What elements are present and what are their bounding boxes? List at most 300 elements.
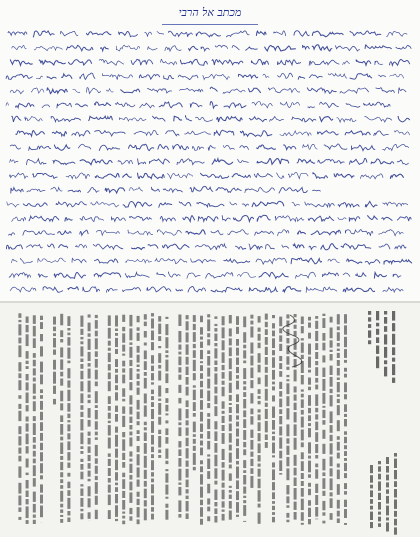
typed-glyph-run [158,371,161,381]
typed-glyph-run [272,382,275,385]
typed-glyph-run [229,490,232,493]
typed-glyph-run [26,459,29,468]
typed-glyph-run [178,352,181,355]
handwritten-word-stroke [189,46,198,50]
typed-glyph-run [207,413,210,417]
handwritten-word-stroke [252,201,284,206]
handwritten-word-stroke [275,216,304,222]
handwritten-word-stroke [73,89,80,92]
handwritten-word-stroke [138,159,146,165]
typed-glyph-run [26,506,29,518]
typed-glyph-run [214,396,217,405]
handwritten-word-stroke [270,117,284,122]
handwritten-word-stroke [72,258,86,263]
typed-glyph-run [294,370,297,382]
handwritten-word-stroke [183,216,195,222]
reference-glyph-run [386,522,389,531]
typed-glyph-run [193,344,196,348]
handwritten-word-stroke [308,107,315,108]
typed-glyph-run [344,523,347,525]
typed-glyph-run [144,361,147,370]
typed-glyph-run [122,521,125,525]
typed-glyph-run [144,481,147,487]
typed-glyph-run [137,446,140,452]
typed-glyph-run [207,507,210,512]
typed-glyph-run [80,459,83,462]
typed-glyph-run [322,444,325,454]
typed-glyph-run [60,372,63,377]
handwritten-word-stroke [365,117,392,123]
handwritten-word-stroke [307,88,336,94]
typed-glyph-run [322,521,325,524]
typed-glyph-run [115,449,118,458]
handwritten-word-stroke [167,173,192,178]
typed-glyph-run [108,328,111,339]
typed-glyph-run [315,507,318,517]
typed-glyph-run [265,421,268,433]
typed-glyph-run [33,451,36,457]
handwritten-word-stroke [223,89,245,94]
typed-glyph-run [158,450,161,453]
letterhead-glyph-run [392,323,395,331]
typed-glyph-run [344,419,347,426]
typed-glyph-run [258,443,261,453]
typed-glyph-run [272,482,275,490]
handwritten-word-stroke [227,31,250,37]
typed-glyph-run [258,378,261,385]
reference-glyph-run [378,502,381,510]
typed-glyph-run [144,456,147,468]
typed-glyph-run [330,350,333,352]
typed-glyph-run [308,423,311,426]
typed-glyph-run [322,420,325,425]
handwritten-word-stroke [12,217,26,221]
handwritten-word-stroke [157,32,164,34]
typed-glyph-run [222,327,225,338]
typed-glyph-run [344,458,347,461]
typed-glyph-run [40,422,43,431]
handwritten-word-stroke [66,173,89,179]
typed-glyph-run [236,367,239,373]
typed-glyph-run [115,414,118,422]
typed-glyph-run [243,430,246,440]
handwritten-word-stroke [206,273,233,278]
typed-glyph-run [322,491,325,496]
typed-glyph-run [330,443,333,454]
typed-glyph-run [344,383,347,393]
handwritten-word-stroke [188,286,206,292]
typed-glyph-run [26,317,29,323]
typed-glyph-run [129,459,132,462]
typed-glyph-run [337,470,340,480]
handwritten-word-stroke [365,201,377,207]
handwritten-word-stroke [393,274,401,277]
typed-glyph-run [301,452,304,459]
typed-glyph-run [129,432,132,436]
handwritten-word-stroke [343,288,374,292]
typed-glyph-run [165,510,168,520]
handwritten-word-stroke [390,74,404,78]
typed-glyph-run [108,510,111,519]
typed-glyph-run [129,315,132,327]
typed-glyph-run [33,353,36,358]
typed-glyph-run [151,460,154,470]
typed-glyph-run [214,455,217,467]
typed-glyph-run [186,480,189,488]
typed-glyph-run [151,396,154,400]
typed-glyph-run [286,321,289,328]
typed-glyph-run [60,391,63,402]
typed-glyph-run [178,398,181,404]
reference-glyph-run [394,459,397,468]
typed-glyph-run [137,507,140,517]
typed-glyph-run [243,475,246,485]
typed-glyph-run [108,459,111,466]
typed-glyph-run [165,469,168,471]
handwritten-word-stroke [51,117,80,122]
typed-glyph-run [214,334,217,341]
typed-glyph-run [265,329,268,335]
handwritten-word-stroke [238,159,249,162]
typed-glyph-run [222,501,225,507]
typed-glyph-run [279,328,282,333]
typed-glyph-run [40,433,43,441]
handwritten-word-stroke [38,258,66,262]
typed-glyph-run [115,483,118,486]
typed-glyph-run [122,473,125,478]
handwritten-word-stroke [168,272,180,277]
typed-glyph-run [337,399,340,403]
handwritten-word-stroke [309,75,322,78]
typed-glyph-run [286,367,289,370]
typed-glyph-run [286,446,289,455]
typed-glyph-run [265,442,268,448]
typed-glyph-run [137,412,140,420]
typed-glyph-run [250,476,253,488]
typed-glyph-run [67,498,70,509]
typed-glyph-run [337,353,340,358]
rotated-typewritten-text [0,303,420,537]
typed-glyph-run [151,435,154,445]
typed-glyph-run [308,378,311,385]
typed-glyph-run [272,492,275,499]
typed-glyph-run [108,453,111,457]
typed-glyph-run [193,439,196,444]
typed-glyph-run [207,314,210,317]
typed-glyph-run [151,484,154,493]
typed-glyph-run [26,382,29,390]
typed-glyph-run [18,320,21,322]
typed-glyph-run [229,501,232,509]
handwritten-word-stroke [176,289,183,291]
typed-glyph-run [26,491,29,498]
handwritten-word-stroke [148,245,158,249]
typed-glyph-run [165,497,168,499]
typed-glyph-run [207,516,210,521]
typed-glyph-run [308,357,311,368]
handwritten-word-stroke [288,172,308,178]
handwritten-word-stroke [361,174,384,179]
typed-glyph-run [214,348,217,358]
typed-glyph-run [144,372,147,376]
handwritten-word-stroke [197,202,224,206]
typed-glyph-run [144,314,147,319]
typed-glyph-run [165,350,168,353]
handwritten-word-stroke [9,233,15,235]
typed-glyph-run [88,333,91,337]
typed-glyph-run [243,410,246,417]
typed-glyph-run [243,496,246,498]
typed-glyph-run [129,328,132,340]
typed-glyph-run [322,478,325,489]
handwritten-word-stroke [318,159,344,163]
handwritten-word-stroke [190,186,213,192]
typed-glyph-run [67,463,70,468]
typed-glyph-run [178,487,181,496]
typed-glyph-run [129,417,132,423]
typed-glyph-run [115,338,118,347]
typed-glyph-run [60,519,63,523]
typed-glyph-run [186,438,189,447]
typed-glyph-run [214,481,217,485]
typed-glyph-run [301,399,304,408]
typed-glyph-run [88,363,91,367]
typed-glyph-run [151,472,154,476]
typed-glyph-run [122,453,125,460]
handwritten-word-stroke [6,74,32,79]
typed-glyph-run [337,453,340,459]
reference-glyph-run [394,519,397,526]
typed-glyph-run [144,422,147,426]
typed-glyph-run [178,449,181,456]
reference-glyph-run [394,489,397,498]
handwritten-word-stroke [238,74,257,78]
typed-glyph-run [286,468,289,480]
handwritten-word-stroke [379,230,404,236]
typed-glyph-run [265,375,268,387]
typed-glyph-run [18,507,21,512]
typed-glyph-run [60,504,63,508]
handwritten-word-stroke [7,202,19,207]
typed-glyph-run [344,431,347,435]
handwritten-word-stroke [164,75,174,79]
typed-glyph-run [88,323,91,332]
typed-glyph-run [265,322,268,327]
typed-glyph-run [80,509,83,512]
handwritten-word-stroke [38,274,47,278]
typed-glyph-run [108,485,111,493]
typed-glyph-run [200,441,203,446]
handwritten-word-stroke [256,31,266,35]
typed-glyph-run [200,400,203,410]
typed-glyph-run [265,434,268,440]
typed-glyph-run [308,500,311,506]
typed-glyph-run [229,383,232,393]
typed-glyph-run [308,387,311,391]
typed-glyph-run [144,322,147,327]
handwritten-word-stroke [240,146,249,150]
typed-glyph-run [137,430,140,434]
typed-glyph-run [236,480,239,489]
typed-glyph-run [26,361,29,364]
typed-glyph-run [178,514,181,518]
handwritten-word-stroke [178,75,198,80]
typed-glyph-run [294,468,297,476]
typed-glyph-run [229,347,232,356]
typed-glyph-run [344,404,347,412]
handwritten-word-stroke [160,216,175,221]
handwritten-word-stroke [6,103,8,106]
typed-glyph-run [18,456,21,462]
handwritten-word-stroke [293,244,304,248]
typed-glyph-run [80,405,83,410]
typed-glyph-run [129,342,132,345]
typed-glyph-run [308,333,311,339]
typed-glyph-run [80,489,83,496]
typed-glyph-run [80,329,83,335]
typed-glyph-run [26,499,29,504]
typed-glyph-run [151,454,154,458]
typed-glyph-run [186,513,189,519]
typed-glyph-run [229,486,232,488]
typed-glyph-run [344,368,347,372]
handwritten-word-stroke [39,60,65,65]
typed-glyph-run [258,455,261,461]
handwritten-word-stroke [68,287,78,290]
typed-glyph-run [33,504,36,513]
typed-glyph-run [236,439,239,447]
typed-glyph-run [151,373,154,380]
typed-glyph-run [193,467,196,470]
typed-glyph-run [40,375,43,385]
handwritten-word-stroke [201,47,209,51]
typed-glyph-run [80,381,83,391]
typed-glyph-run [236,394,239,402]
handwritten-word-stroke [263,74,269,77]
handwritten-word-stroke [397,160,408,165]
typed-glyph-run [243,487,246,494]
typed-glyph-run [129,407,132,415]
handwritten-word-stroke [116,45,139,51]
typed-glyph-run [222,365,225,370]
typed-glyph-run [308,508,311,517]
typed-glyph-run [122,512,125,514]
handwritten-word-stroke [280,131,311,136]
typed-glyph-run [144,351,147,360]
typed-glyph-run [60,424,63,435]
handwritten-word-stroke [187,273,200,278]
handwritten-word-stroke [23,203,47,207]
handwritten-word-stroke [126,259,152,263]
typed-glyph-run [315,316,318,319]
typed-glyph-run [137,316,140,322]
typed-glyph-run [236,502,239,513]
reference-glyph-run [386,475,389,481]
typed-glyph-run [186,496,189,500]
typed-glyph-run [337,518,340,523]
handwritten-word-stroke [48,244,55,248]
typed-glyph-run [250,393,253,403]
typed-glyph-run [279,426,282,435]
handwritten-word-stroke [322,272,338,276]
typed-glyph-run [108,421,111,423]
typed-glyph-run [337,343,340,347]
typed-glyph-run [151,447,154,453]
handwritten-word-stroke [291,258,322,264]
typed-glyph-run [200,361,203,363]
typed-glyph-run [115,385,118,390]
typed-glyph-run [95,331,98,337]
typed-glyph-run [40,463,43,473]
typed-glyph-run [60,403,63,410]
typed-glyph-run [60,347,63,357]
typed-glyph-run [207,454,210,456]
typed-glyph-run [214,431,217,441]
typed-glyph-run [315,519,318,520]
typed-glyph-run [122,462,125,468]
letterhead-glyph-run [376,323,379,327]
typed-glyph-run [330,435,333,441]
typed-glyph-run [122,439,125,451]
typed-glyph-run [229,473,232,480]
handwritten-word-stroke [155,259,187,264]
handwritten-word-stroke [268,88,300,93]
handwritten-word-stroke [311,230,340,235]
reference-glyph-run [378,474,381,480]
handwritten-word-stroke [163,189,182,192]
typed-glyph-run [18,362,21,371]
typed-glyph-run [144,394,147,404]
typed-glyph-run [250,368,253,379]
typed-glyph-run [18,345,21,357]
handwritten-word-stroke [235,246,245,249]
typed-glyph-run [186,428,189,436]
handwritten-word-stroke [101,47,109,51]
handwritten-word-stroke [147,287,171,292]
typed-glyph-run [95,391,98,403]
letterhead-glyph-run [376,337,379,343]
handwritten-word-stroke [123,174,132,178]
typed-glyph-run [236,348,239,356]
letterhead-glyph-run [384,326,387,332]
typed-glyph-run [200,316,203,323]
handwritten-word-stroke [211,230,223,234]
handwritten-word-stroke [257,159,289,165]
handwritten-word-stroke [47,77,56,79]
typed-glyph-run [88,394,91,398]
typed-glyph-run [129,475,132,480]
typed-glyph-run [115,435,118,447]
typed-glyph-run [301,461,304,471]
reference-glyph-run [370,499,373,504]
typed-glyph-run [115,472,118,480]
handwritten-word-stroke [185,116,191,121]
handwritten-word-stroke [23,230,55,235]
handwritten-word-stroke [96,230,119,235]
handwritten-word-stroke [60,31,78,36]
typed-glyph-run [165,405,168,412]
typed-glyph-run [122,491,125,498]
typed-glyph-run [330,492,333,496]
handwritten-word-stroke [240,131,271,137]
handwritten-word-stroke [306,287,337,292]
handwritten-word-stroke [169,31,193,37]
typed-glyph-run [344,463,347,471]
typed-glyph-run [186,357,189,365]
typed-glyph-run [178,469,181,481]
typed-glyph-run [178,422,181,425]
reference-glyph-run [378,466,381,471]
